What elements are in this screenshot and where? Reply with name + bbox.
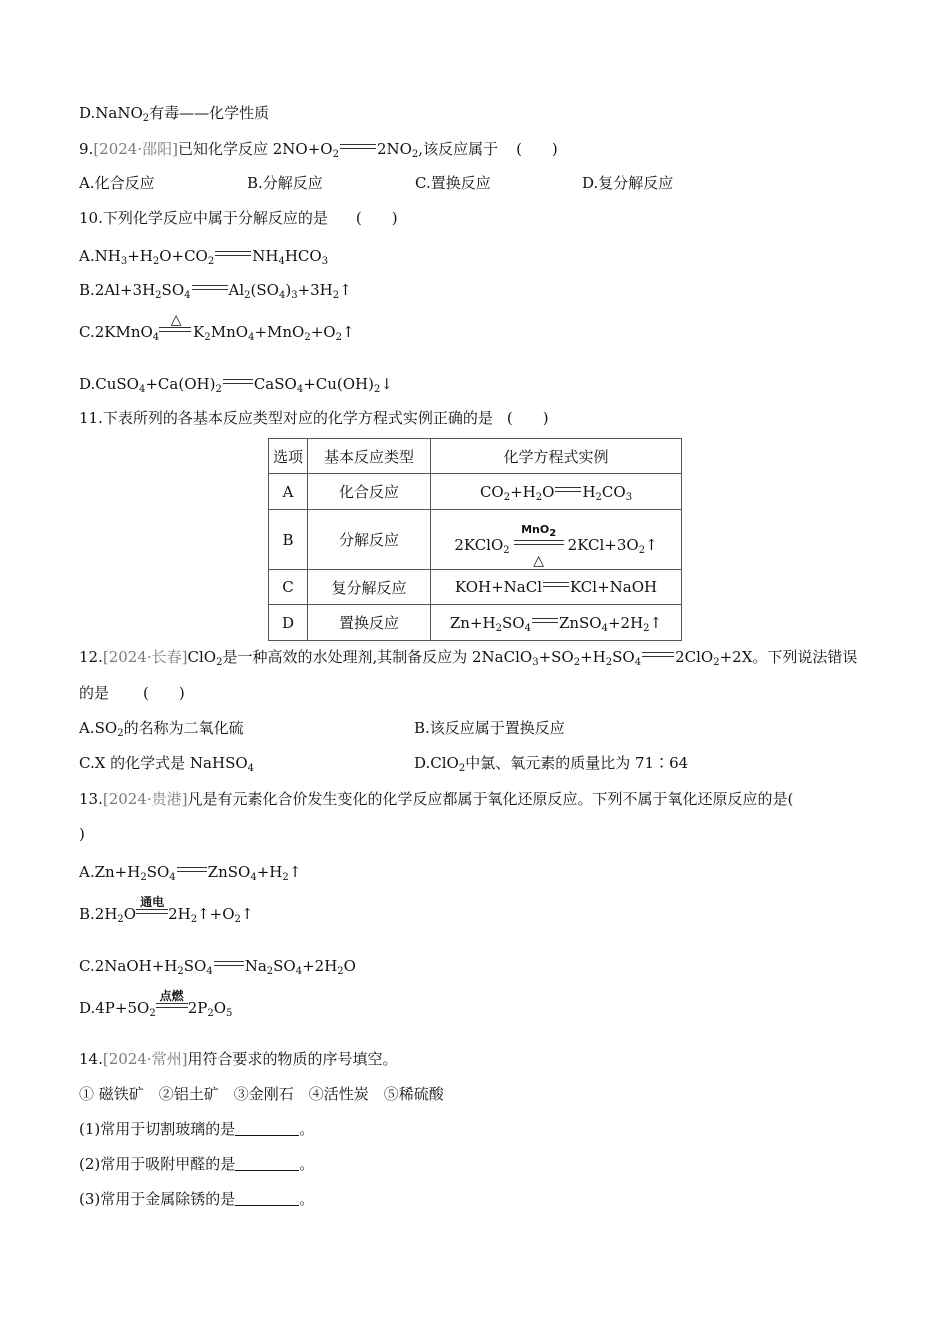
- q13-option-d: $D.4P+5O_2$ 点燃 $2P_2O_5$: [79, 998, 232, 1018]
- q13-stem: 13.[2024·贵港]凡是有元素化合价发生变化的化学反应都属于氧化还原反应。下列不属于氧化还原反应的是(: [79, 790, 794, 808]
- q10-option-b: $B.2Al+3H_2SO_4$ $Al_2(SO_4)_3+3H_2↑$: [79, 281, 352, 301]
- table-row: A 化合反应 $CO_2+H_2O$ $H_2CO_3$: [269, 474, 682, 510]
- answer-blank-2[interactable]: [235, 1156, 299, 1171]
- q12-source: [2024·长春]: [102, 648, 188, 666]
- q11-stem: 11.下表所列的各基本反应类型对应的化学方程式实例正确的是 ( ): [79, 409, 549, 427]
- electrolysis-condition: 通电: [140, 895, 165, 909]
- q9-stem: 9.[2024·邵阳]已知化学反应 $2NO+O_2$ $2NO_2$,该反应属于 ( ): [79, 140, 558, 160]
- header-type: 基本反应类型: [308, 439, 431, 474]
- q13-source: [2024·贵港]: [102, 790, 188, 808]
- q12-option-d: D.ClO$_2$中氯、氧元素的质量比为 71∶64: [414, 754, 689, 774]
- table-row: C 复分解反应 KOH+NaCl KCl+NaOH: [269, 570, 682, 605]
- q14-source: [2024·常州]: [102, 1050, 188, 1068]
- ignition-condition: 点燃: [159, 989, 184, 1003]
- q9-source: [2024·邵阳]: [93, 140, 178, 158]
- q9-option-b: B.分解反应: [247, 174, 323, 192]
- header-equation: 化学方程式实例: [431, 439, 682, 474]
- q10-option-c: C.2KMnO$_4$ △ $K_2MnO_4+MnO_2+O_2↑$: [79, 312, 355, 343]
- q13-option-b: $B.2H_2O$ 通电 $2H_2↑+O_2↑$: [79, 904, 254, 924]
- q13-option-c: $C.2NaOH+H_2SO_4$ $Na_2SO_4+2H_2O$: [79, 957, 356, 977]
- q9-option-a: A.化合反应: [79, 174, 155, 192]
- q12-stem: 12.[2024·长春]ClO$_2$是一种高效的水处理剂,其制备反应为 $2NaClO_3+SO_2+H_2SO_4$ 2ClO$_2$+2X。下列说法错误: [79, 648, 858, 668]
- q14-sub2: (2)常用于吸附甲醛的是 。: [79, 1155, 315, 1173]
- q10-option-d: $D.CuSO_4+Ca(OH)_2$ $CaSO_4+Cu(OH)_2↓$: [79, 375, 393, 395]
- q14-sub1: (1)常用于切割玻璃的是 。: [79, 1120, 315, 1138]
- q10-option-a: $A.NH_3+H_2O+CO_2$ $NH_4HCO_3$: [79, 247, 329, 267]
- q14-items: ① 磁铁矿 ②铝土矿 ③金刚石 ④活性炭 ⑤稀硫酸: [79, 1085, 444, 1103]
- table-row: D 置换反应 $Zn+H_2SO_4$ $ZnSO_4+2H_2↑$: [269, 605, 682, 641]
- q14-sub3: (3)常用于金属除锈的是 。: [79, 1190, 315, 1208]
- answer-blank-1[interactable]: [235, 1121, 299, 1136]
- q13-option-a: $A.Zn+H_2SO_4$ $ZnSO_4+H_2↑$: [79, 863, 302, 883]
- q9-option-d: D.复分解反应: [582, 174, 674, 192]
- q12-option-c: C.X 的化学式是 NaHSO$_4$: [79, 754, 255, 774]
- table-header-row: [269, 439, 682, 474]
- header-option: 选项: [269, 439, 308, 474]
- q12-stem-line2: 的是 ( ): [79, 684, 185, 702]
- q8-option-d: D.NaNO$_2$有毒——化学性质: [79, 104, 270, 124]
- answer-blank-3[interactable]: [235, 1191, 299, 1206]
- heat-condition: △: [170, 312, 182, 328]
- reaction-table: [268, 438, 682, 641]
- q14-stem: 14.[2024·常州]用符合要求的物质的序号填空。: [79, 1050, 398, 1068]
- table-row: B 分解反应 2KClO$_2$ MnO$_2$ △ $2KCl+3O_2↑$: [269, 510, 682, 570]
- q12-option-a: $A.SO_2$的名称为二氧化硫: [79, 719, 244, 739]
- q10-stem: 10.下列化学反应中属于分解反应的是 ( ): [79, 209, 398, 227]
- q9-option-c: C.置换反应: [415, 174, 491, 192]
- heat-condition: △: [533, 552, 545, 569]
- q13-stem-line2: ): [79, 825, 85, 843]
- q12-option-b: B.该反应属于置换反应: [414, 719, 565, 737]
